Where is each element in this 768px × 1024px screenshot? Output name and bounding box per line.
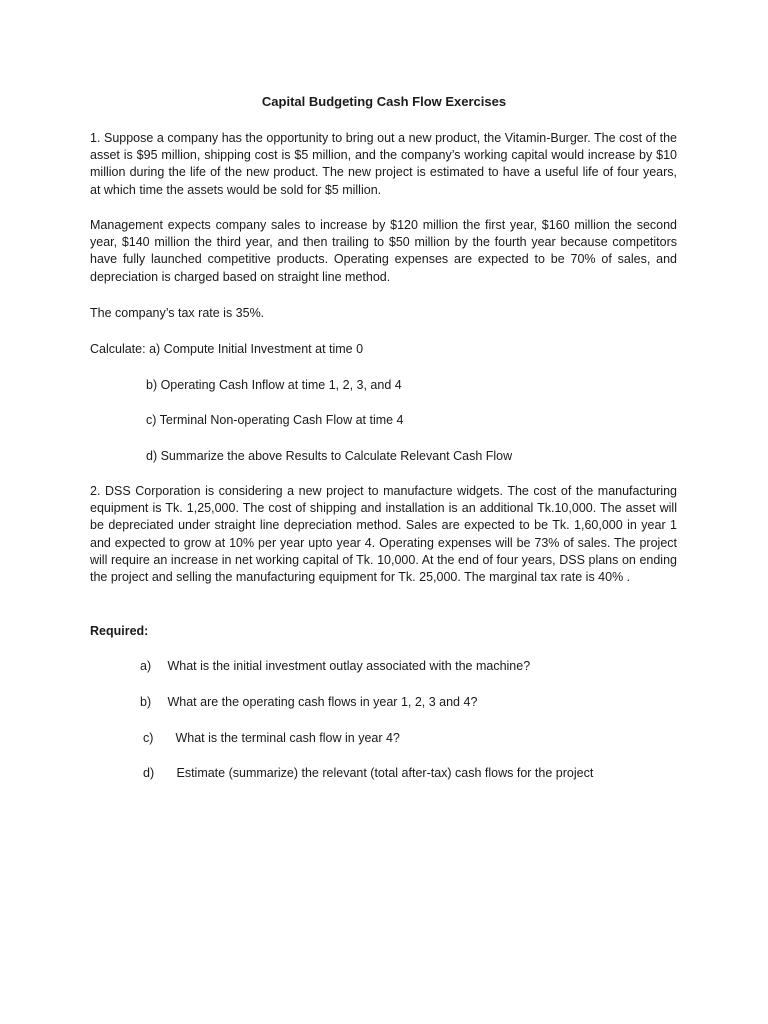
q2-paragraph: 2. DSS Corporation is considering a new project to manufacture widgets. The cost of the manufacturing equipment is Tk. 1,25,000. The cost of shipping and installation is an additional Tk.10,000. The asset will be depreciated under straight line depreciation method. Sales are expected to be Tk. 1,60,000 in year 1 and expected to grow at 10% per year upto year 4. Operating expenses will be 73% of sales. The project will require an increase in net working capital of Tk. 10,000. At the end of four years, DSS plans on ending the project and selling the manufacturing equipment for Tk. 25,000. The marginal tax rate is 40% .	[90, 484, 677, 585]
list-marker: d)	[143, 766, 155, 780]
list-marker: c)	[143, 731, 154, 745]
list-item-text: What are the operating cash flows in year 1, 2, 3 and 4?	[167, 695, 478, 709]
q1-paragraph-2: Management expects company sales to increase by $120 million the first year, $160 million the second year, $140 million the third year, and then trailing to $50 million by the fourth year because competitors have fully launched competitive products. Operating expenses are expected to be 70% of sales, and depreciation is charged based on straight line method.	[90, 218, 677, 284]
required-label: Required:	[90, 624, 149, 638]
q2-item-c	[143, 730, 400, 747]
q2-item-b	[140, 694, 477, 711]
q1-item-a: a) Compute Initial Investment at time 0	[149, 342, 364, 356]
list-item-text: What is the terminal cash flow in year 4?	[175, 731, 400, 745]
q2-item-a	[140, 658, 530, 675]
q1-tax-rate: The company’s tax rate is 35%.	[90, 306, 265, 320]
q1-calculate-line	[90, 341, 363, 358]
list-item-text: Estimate (summarize) the relevant (total after-tax) cash flows for the project	[176, 766, 594, 780]
calculate-label: Calculate:	[90, 342, 146, 356]
q1-item-b: b) Operating Cash Inflow at time 1, 2, 3, and 4	[146, 378, 402, 392]
list-marker: b)	[140, 695, 152, 709]
list-marker: a)	[140, 659, 152, 673]
page-title: Capital Budgeting Cash Flow Exercises	[261, 94, 507, 109]
q1-item-c: c) Terminal Non-operating Cash Flow at time 4	[146, 413, 404, 427]
q1-item-d: d) Summarize the above Results to Calculate Relevant Cash Flow	[146, 449, 513, 463]
q1-paragraph-1: 1. Suppose a company has the opportunity to bring out a new product, the Vitamin-Burger. The cost of the asset is $95 million, shipping cost is $5 million, and the company’s working capital would increase by $10 million during the life of the new product. The new project is estimated to have a useful life of four years, at which time the assets would be sold for $5 million.	[90, 131, 677, 197]
list-item-text: What is the initial investment outlay associated with the machine?	[167, 659, 531, 673]
q2-item-d	[143, 765, 593, 782]
